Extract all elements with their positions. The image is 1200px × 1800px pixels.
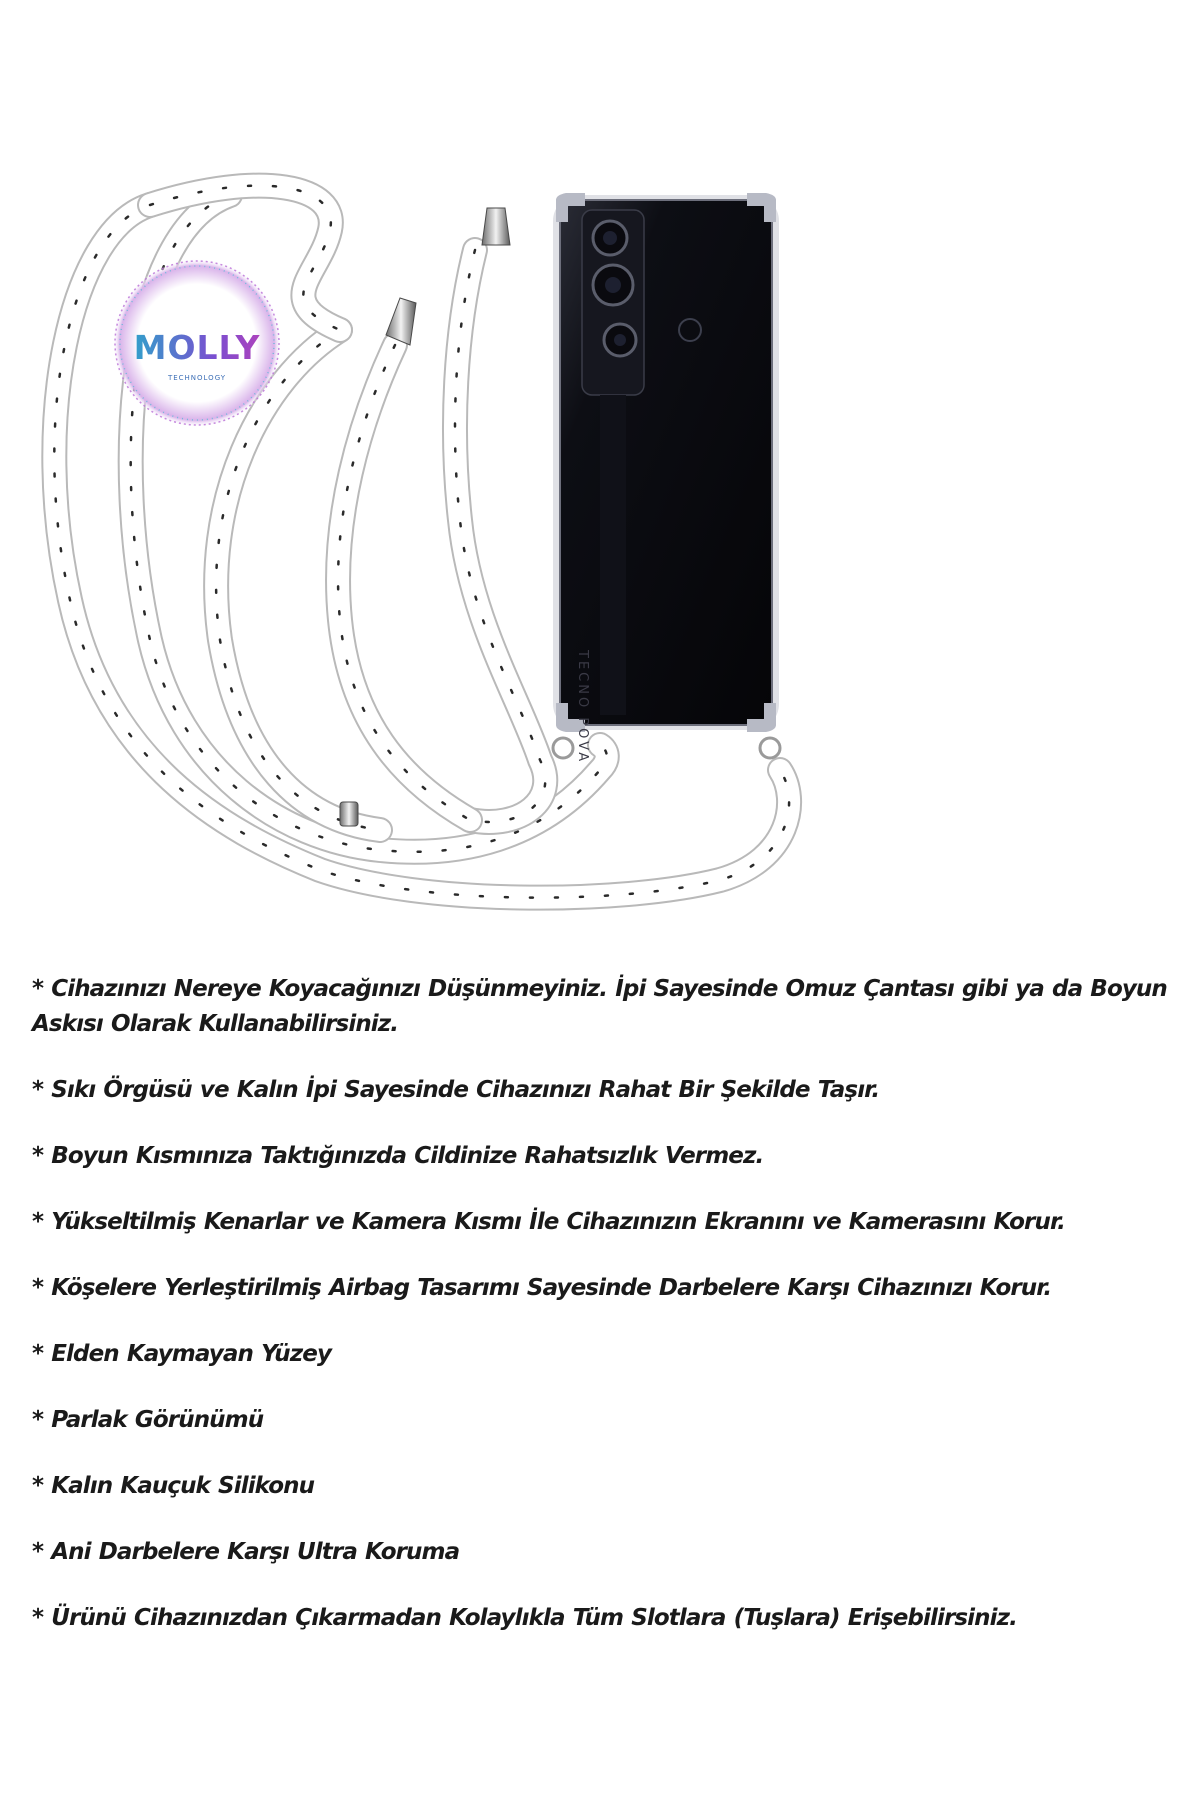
feature-item: * Ani Darbelere Karşı Ultra Koruma xyxy=(32,1539,460,1565)
feature-item: * Cihazınızı Nereye Koyacağınızı Düşünmeyiniz. İpi Sayesinde Omuz Çantası gibi ya da Boyun Askısı Olarak Kullanabilirsiniz. xyxy=(32,976,1167,1037)
feature-item: * Sıkı Örgüsü ve Kalın İpi Sayesinde Cihazınızı Rahat Bir Şekilde Taşır. xyxy=(32,1077,880,1103)
phone-brand-text: TECNO POVA xyxy=(575,650,590,765)
feature-item: * Köşelere Yerleştirilmiş Airbag Tasarımı Sayesinde Darbelere Karşı Cihazınızı Korur. xyxy=(32,1275,1052,1301)
feature-item: * Ürünü Cihazınızdan Çıkarmadan Kolaylıkla Tüm Slotlara (Tuşlara) Erişebilirsiniz. xyxy=(32,1605,1017,1631)
feature-item: * Boyun Kısmınıza Taktığınızda Cildinize Rahatsızlık Vermez. xyxy=(32,1143,764,1169)
feature-item: * Kalın Kauçuk Silikonu xyxy=(32,1473,315,1499)
feature-list xyxy=(32,972,1172,1667)
feature-item: * Parlak Görünümü xyxy=(32,1407,264,1433)
feature-item: * Yükseltilmiş Kenarlar ve Kamera Kısmı İle Cihazınızın Ekranını ve Kamerasını Korur. xyxy=(32,1209,1065,1235)
logo-name: MOLLY xyxy=(112,328,282,367)
feature-item: * Elden Kaymayan Yüzey xyxy=(32,1341,332,1367)
logo-subtitle: TECHNOLOGY xyxy=(167,374,227,382)
